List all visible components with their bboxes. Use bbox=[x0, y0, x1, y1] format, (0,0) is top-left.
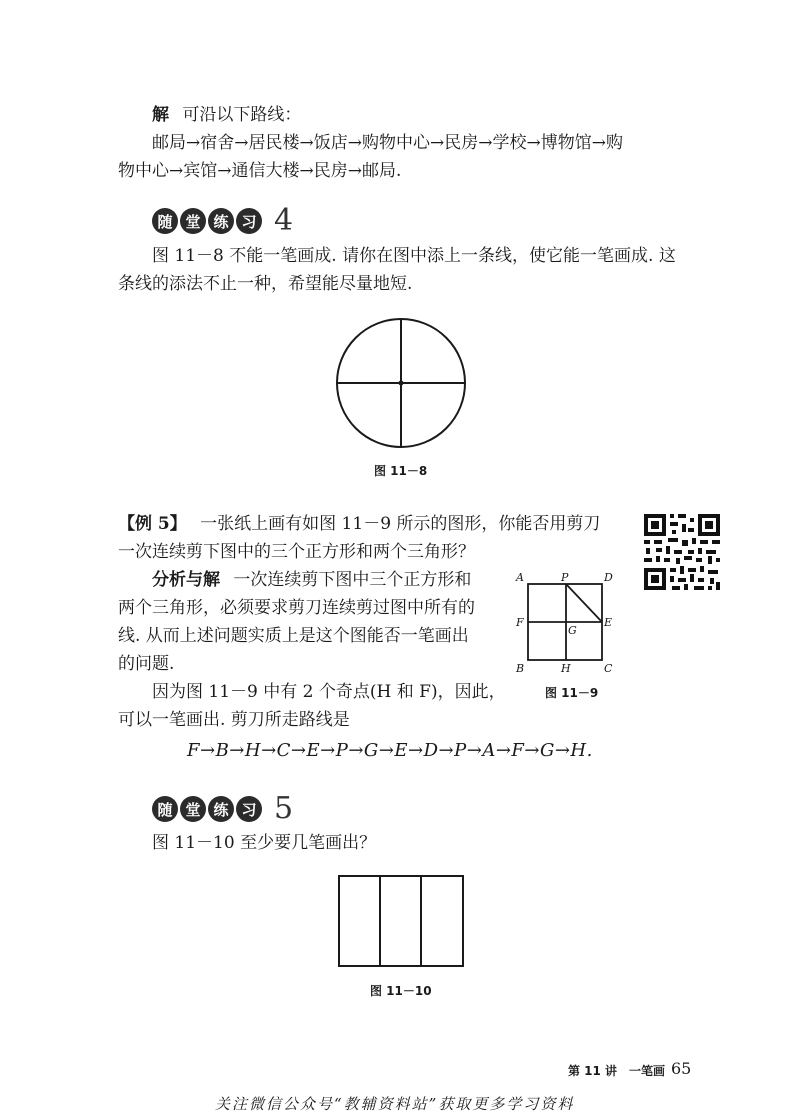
watermark-text: 关注微信公众号“教辅资料站”获取更多学习资料 bbox=[215, 1095, 575, 1113]
practice-number: 4 bbox=[274, 203, 294, 238]
practice-badge: 随 bbox=[152, 208, 178, 234]
solution-route-line-2: 物中心→宾馆→通信大楼→民房→邮局. bbox=[118, 161, 402, 181]
point-b-label: B bbox=[516, 662, 525, 674]
example-5-line-1 bbox=[118, 512, 600, 536]
figure-11-8-circle bbox=[330, 312, 472, 454]
practice-badge: 习 bbox=[236, 208, 262, 234]
practice-5-text-1: 图 11－10 至少要几笔画出？ bbox=[152, 833, 377, 853]
point-c-label: C bbox=[604, 662, 613, 674]
figure-11-10-rectangles bbox=[336, 872, 466, 970]
point-e-label: E bbox=[604, 616, 613, 629]
practice-badge: 练 bbox=[208, 796, 234, 822]
page-number: 65 bbox=[671, 1059, 692, 1078]
practice-badge: 堂 bbox=[180, 208, 206, 234]
reason-text-1: 因为图 11－9 中有 2 个奇点(H 和 F)，因此， bbox=[152, 682, 506, 702]
figure-11-10-caption: 图 11－10 bbox=[370, 984, 432, 998]
point-d-label: D bbox=[604, 571, 613, 584]
point-f-label: F bbox=[516, 616, 524, 629]
solution-intro-line bbox=[152, 103, 301, 127]
practice-number: 5 bbox=[274, 791, 294, 826]
practice-4-text-2: 条线的添法不止一种，希望能尽量地短. bbox=[118, 274, 413, 294]
analysis-text-3: 线. 从而上述问题实质上是这个图能否一笔画出 bbox=[118, 626, 469, 646]
practice-badge: 习 bbox=[236, 796, 262, 822]
analysis-text-2: 两个三角形，必须要求剪刀连续剪过图中所有的 bbox=[118, 598, 475, 618]
point-h-label: H bbox=[561, 662, 571, 674]
point-p-label: P bbox=[561, 571, 569, 584]
practice-4-heading bbox=[152, 203, 294, 238]
example-5-label: 【例 5】 bbox=[118, 514, 187, 534]
analysis-text-1: 一次连续剪下图中三个正方形和 bbox=[233, 570, 472, 590]
example-5-text-1: 一张纸上画有如图 11－9 所示的图形，你能否用剪刀 bbox=[200, 514, 601, 534]
chapter-label: 第 11 讲 一笔画 bbox=[568, 1064, 666, 1078]
point-g-label: G bbox=[568, 624, 577, 637]
practice-badge: 堂 bbox=[180, 796, 206, 822]
practice-badge: 练 bbox=[208, 208, 234, 234]
solution-route-line-1: 邮局→宿舍→居民楼→饭店→购物中心→民房→学校→博物馆→购 bbox=[152, 133, 623, 153]
analysis-line-1 bbox=[152, 568, 471, 592]
practice-5-heading bbox=[152, 791, 294, 826]
analysis-label: 分析与解 bbox=[152, 570, 220, 590]
example-5-text-2: 一次连续剪下图中的三个正方形和两个三角形？ bbox=[118, 542, 475, 562]
figure-11-9-diagram bbox=[510, 570, 620, 674]
qr-code bbox=[642, 512, 722, 592]
cut-route: F→B→H→C→E→P→G→E→D→P→A→F→G→H. bbox=[187, 740, 593, 761]
solution-label: 解 bbox=[152, 105, 169, 125]
reason-text-2: 可以一笔画出. 剪刀所走路线是 bbox=[118, 710, 350, 730]
solution-intro: 可沿以下路线： bbox=[182, 105, 302, 125]
analysis-text-4: 的问题. bbox=[118, 654, 175, 674]
point-a-label: A bbox=[516, 571, 524, 584]
figure-11-9-caption: 图 11－9 bbox=[545, 686, 599, 700]
practice-4-text-1: 图 11－8 不能一笔画成. 请你在图中添上一条线，使它能一笔画成. 这 bbox=[152, 246, 676, 266]
practice-badge: 随 bbox=[152, 796, 178, 822]
figure-11-8-caption: 图 11－8 bbox=[374, 464, 428, 478]
